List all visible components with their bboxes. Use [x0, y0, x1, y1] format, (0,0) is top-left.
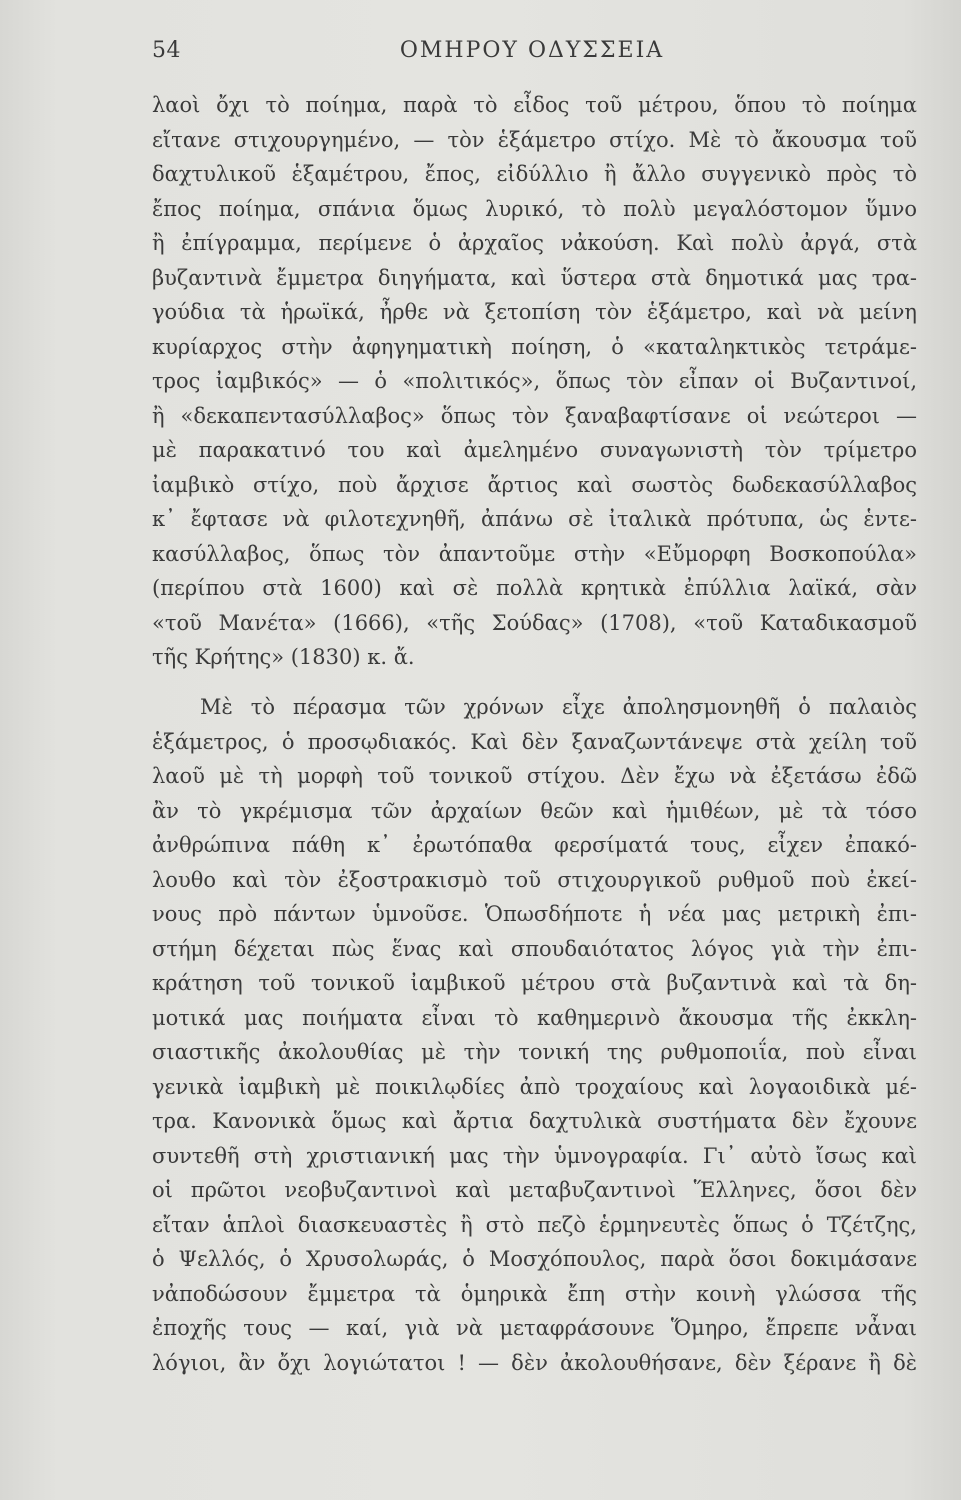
- text-line: ἀνθρώπινα πάθη κ᾿ ἐρωτόπαθα φερσίματά τους, εἶχεν ἐπακό-: [152, 833, 917, 857]
- text-line: ἔπος ποίημα, σπάνια ὅμως λυρικό, τὸ πολὺ μεγαλόστομον ὕμνο: [152, 196, 917, 221]
- text-line: τῆς Κρήτης» (1830) κ. ἄ.: [152, 645, 415, 669]
- text-line: ἢ «δεκαπεντασύλλαβος» ὅπως τὸν ξαναβαφτίσανε οἱ νεώτεροι —: [152, 403, 917, 428]
- text-line: κράτηση τοῦ τονικοῦ ἰαμβικοῦ μέτρου στὰ βυζαντινὰ καὶ τὰ δη-: [152, 971, 917, 995]
- text-line: εἴταν ἁπλοὶ διασκευαστὲς ἢ στὸ πεζὸ ἑρμηνευτὲς ὅπως ὁ Τζέτζης,: [152, 1212, 917, 1237]
- text-line: βυζαντινὰ ἔμμετρα διηγήματα, καὶ ὕστερα στὰ δημοτικά μας τρα-: [152, 265, 917, 290]
- text-line: λαοῦ μὲ τὴ μορφὴ τοῦ τονικοῦ στίχου. Δὲν ἔχω νὰ ἐξετάσω ἐδῶ: [152, 764, 917, 788]
- text-line: Μὲ τὸ πέρασμα τῶν χρόνων εἶχε ἀπολησμονηθῆ ὁ παλαιὸς: [200, 695, 917, 719]
- text-line: ἑξάμετρος, ὁ προσῳδιακός. Καὶ δὲν ξαναζωντάνεψε στὰ χείλη τοῦ: [152, 729, 917, 754]
- text-line: ἢ ἐπίγραμμα, περίμενε ὁ ἀρχαῖος νἀκούση. Καὶ πολὺ ἀργά, στὰ: [152, 231, 917, 255]
- text-line: ὁ Ψελλός, ὁ Χρυσολωράς, ὁ Μοσχόπουλος, παρὰ ὅσοι δοκιμάσανε: [152, 1247, 917, 1271]
- text-line: δαχτυλικοῦ ἑξαμέτρου, ἔπος, εἰδύλλιο ἢ ἄλλο συγγενικὸ πρὸς τὸ: [152, 162, 917, 186]
- paragraph-1: [152, 88, 917, 675]
- text-line: κ᾿ ἔφτασε νὰ φιλοτεχνηθῆ, ἀπάνω σὲ ἰταλικὰ πρότυπα, ὡς ἑντε-: [152, 507, 917, 531]
- text-line: τρος ἰαμβικός» — ὁ «πολιτικός», ὅπως τὸν εἶπαν οἱ Βυζαντινοί,: [152, 369, 917, 393]
- text-line: λαοὶ ὄχι τὸ ποίημα, παρὰ τὸ εἶδος τοῦ μέτρου, ὅπου τὸ ποίημα: [152, 93, 917, 117]
- text-line: λουθο καὶ τὸν ἐξοστρακισμὸ τοῦ στιχουργικοῦ ρυθμοῦ ποὺ ἐκεί-: [152, 867, 917, 892]
- page-number: 54: [152, 38, 181, 63]
- text-line: νἀποδώσουν ἔμμετρα τὰ ὁμηρικὰ ἔπη στὴν κοινὴ γλώσσα τῆς: [152, 1281, 917, 1306]
- text-line: εἴτανε στιχουργημένο, — τὸν ἑξάμετρο στίχο. Μὲ τὸ ἄκουσμα τοῦ: [152, 127, 917, 152]
- text-line: συντεθῆ στὴ χριστιανική μας τὴν ὑμνογραφία. Γι᾿ αὐτὸ ἴσως καὶ: [152, 1143, 917, 1168]
- text-line: μὲ παρακατινό του καὶ ἀμελημένο συναγωνιστὴ τὸν τρίμετρο: [152, 438, 917, 462]
- text-line: κασύλλαβος, ὅπως τὸν ἀπαντοῦμε στὴν «Εὔμορφη Βοσκοπούλα»: [152, 541, 917, 566]
- text-line: (περίπου στὰ 1600) καὶ σὲ πολλὰ κρητικὰ ἐπύλλια λαϊκά, σὰν: [152, 576, 917, 600]
- text-line: νους πρὸ πάντων ὑμνοῦσε. Ὁπωσδήποτε ἡ νέα μας μετρικὴ ἐπι-: [152, 902, 917, 926]
- running-title: ΟΜΗΡΟΥ ΟΔΥΣΣΕΙΑ: [399, 38, 665, 63]
- text-line: οἱ πρῶτοι νεοβυζαντινοὶ καὶ μεταβυζαντινοὶ Ἕλληνες, ὅσοι δὲν: [152, 1178, 917, 1202]
- text-line: γενικὰ ἰαμβικὴ μὲ ποικιλῳδίες ἀπὸ τροχαίους καὶ λογαοιδικὰ μέ-: [152, 1074, 917, 1099]
- text-line: ἐποχῆς τους — καί, γιὰ νὰ μεταφράσουνε Ὅμηρο, ἔπρεπε νἆναι: [152, 1316, 917, 1340]
- text-line: «τοῦ Μανέτα» (1666), «τῆς Σούδας» (1708), «τοῦ Καταδικασμοῦ: [152, 610, 917, 635]
- text-line: μοτικά μας ποιήματα εἶναι τὸ καθημερινὸ ἄκουσμα τῆς ἐκκλη-: [152, 1005, 917, 1030]
- text-line: τρα. Κανονικὰ ὅμως καὶ ἄρτια δαχτυλικὰ συστήματα δὲν ἔχουνε: [152, 1109, 917, 1133]
- paragraph-2: [152, 690, 917, 1380]
- text-line: γούδια τὰ ἡρωϊκά, ἦρθε νὰ ξετοπίση τὸν ἑξάμετρο, καὶ νὰ μείνη: [152, 300, 917, 324]
- text-line: σιαστικῆς ἀκολουθίας μὲ τὴν τονική της ρυθμοποιΐα, ποὺ εἶναι: [152, 1040, 917, 1064]
- text-line: στήμη δέχεται πὼς ἕνας καὶ σπουδαιότατος λόγος γιὰ τὴν ἐπι-: [152, 936, 917, 961]
- text-line: ἂν τὸ γκρέμισμα τῶν ἀρχαίων θεῶν καὶ ἡμιθέων, μὲ τὰ τόσο: [152, 798, 917, 823]
- page-header: [152, 38, 912, 72]
- text-line: λόγιοι, ἂν ὄχι λογιώτατοι ! — δὲν ἀκολουθήσανε, δὲν ξέρανε ἢ δὲ: [152, 1350, 917, 1375]
- text-line: ἰαμβικὸ στίχο, ποὺ ἄρχισε ἄρτιος καὶ σωστὸς δωδεκασύλλαβος: [152, 472, 917, 497]
- text-line: κυρίαρχος στὴν ἀφηγηματικὴ ποίηση, ὁ «καταληκτικὸς τετράμε-: [152, 334, 917, 359]
